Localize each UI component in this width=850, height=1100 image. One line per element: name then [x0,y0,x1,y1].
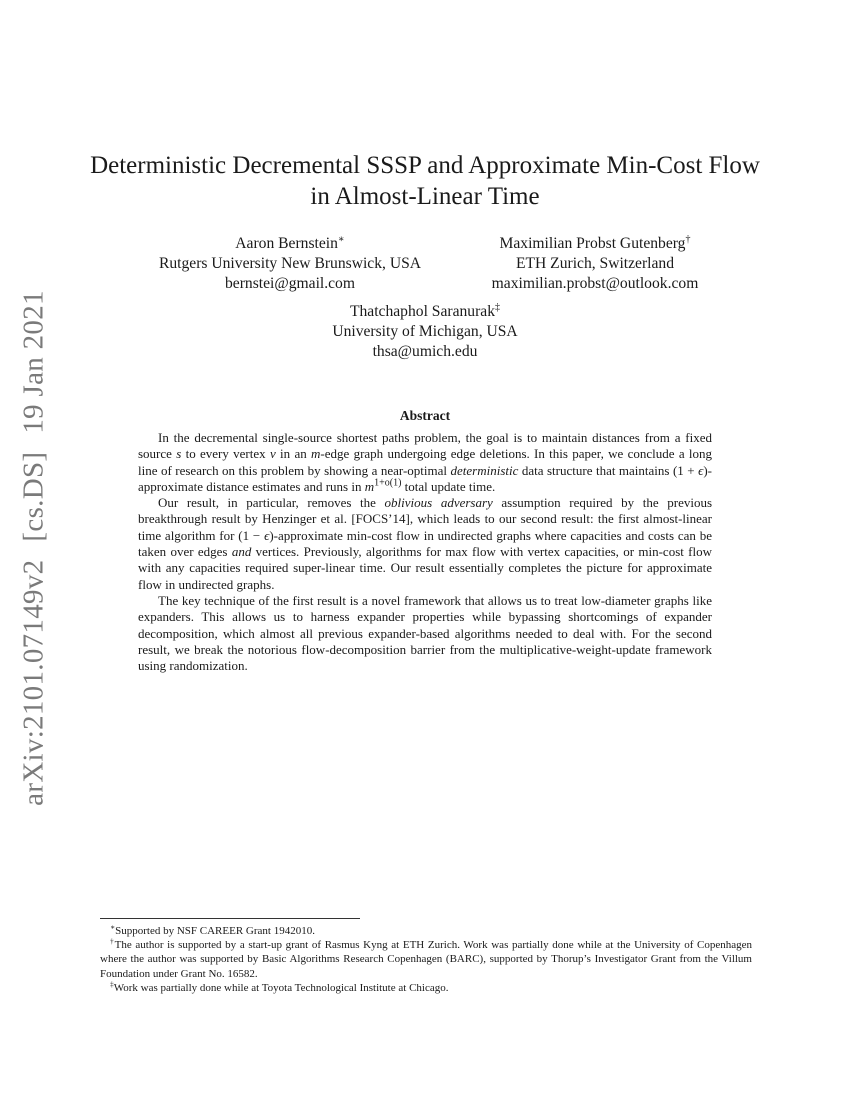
author-affiliation: University of Michigan, USA [332,323,518,340]
emphasis: and [231,544,252,560]
math-var: ϵ [264,527,270,543]
text-segment: total update time. [401,478,496,494]
text-segment: -edge graph undergoing edge deletions. In this paper, we conclude a long line of research on this problem by showing a near-optimal [138,446,713,478]
text-segment: data structure that maintains (1 + [518,462,699,478]
math-var: m [311,446,321,462]
footnote-3 [100,981,752,995]
footnote-rule [100,918,360,919]
author-affiliation: Rutgers University New Brunswick, USA [158,255,422,272]
footnote-text: Supported by NSF CAREER Grant 1942010. [115,925,315,937]
emphasis: deterministic [450,462,519,478]
math-var: s [176,446,182,462]
author-email: maximilian.probst@outlook.com [491,275,699,292]
text-segment: in an [275,446,312,462]
math-var: m [364,478,375,494]
text-segment: In the decremental single-source shortest paths problem, the goal is to maintain distances from a fixed source [138,430,712,462]
math-exponent: 1+o(1) [374,477,402,489]
arxiv-stamp-text [18,290,51,806]
author-email: bernstei@gmail.com [225,275,355,292]
math-var: ϵ [698,462,704,478]
author-block-1 [125,234,455,294]
title-line-2: in Almost-Linear Time [310,183,540,210]
paper-title [0,150,850,212]
author-name: Thatchaphol Saranurak [349,303,496,320]
author-name: Maximilian Probst Gutenberg [499,235,686,252]
abstract-paragraph-1 [138,430,712,495]
footnote-mark: † [110,936,115,946]
author-name: Aaron Bernstein [235,235,338,252]
text-segment: Our result, in particular, removes the [158,495,385,511]
abstract-body [138,430,712,674]
author-affiliation: ETH Zurich, Switzerland [515,255,675,272]
footnote-text: Work was partially done while at Toyota Technological Institute at Chicago. [113,981,449,994]
author-block-3 [255,302,595,362]
author-email: thsa@umich.edu [372,343,478,360]
abstract-paragraph-2 [138,495,712,593]
text-segment: assumption required by the previous breakthrough result by Henzinger et al. [FOCS’14], which leads to our second result: the first almost-linear time algorithm for (1 − [138,495,713,543]
arxiv-category: [cs.DS] [17,451,50,542]
text-segment: to every vertex [181,446,270,462]
footnote-mark: ‡ [110,979,114,989]
author-block-2 [455,234,735,294]
author-mark: † [685,233,691,245]
author-mark: ‡ [495,301,501,313]
footnote-2 [100,938,752,981]
footnotes [100,924,752,995]
math-var: v [269,446,276,462]
abstract-paragraph-3: The key technique of the first result is a novel framework that allows us to treat low-diameter graphs like expanders. This allows us to harness expander properties while bypassing shortcomings of expander decomposition, which almost all previous expander-based algorithms needed to deal with. For the second result, we break the notorious flow-decomposition barrier from the multiplicative-weight-update framework using randomization. [138,592,712,674]
text-segment: vertices. Previously, algorithms for max flow with vertex capacities, or min-cost flow with any capacities required super-linear time. Our result essentially completes the picture for approximate flow in undirected graphs. [138,544,713,592]
footnote-text: The author is supported by a start-up grant of Rasmus Kyng at ETH Zurich. Work was partially done while at the University of Copenhagen where the author was supported by Basic Algorithms Research Copenhagen (BARC), supported by Thorup’s Investigator Grant from the Villum Foundation under Grant No. 16582. [100,939,752,980]
arxiv-id: arXiv:2101.07149v2 [17,559,50,806]
arxiv-stamp [10,289,58,806]
title-line-1: Deterministic Decremental SSSP and Approximate Min-Cost Flow [90,152,760,179]
emphasis: oblivious adversary [384,495,493,511]
author-mark: ∗ [337,233,345,245]
text-segment: )-approximate min-cost flow in undirected graphs where capacities and costs can be taken over edges [138,527,712,560]
footnote-1 [100,924,752,938]
arxiv-date: 19 Jan 2021 [17,289,50,434]
footnote-mark: ∗ [110,922,116,932]
text-segment: )-approximate distance estimates and runs in [138,462,712,494]
abstract-heading: Abstract [399,408,451,423]
